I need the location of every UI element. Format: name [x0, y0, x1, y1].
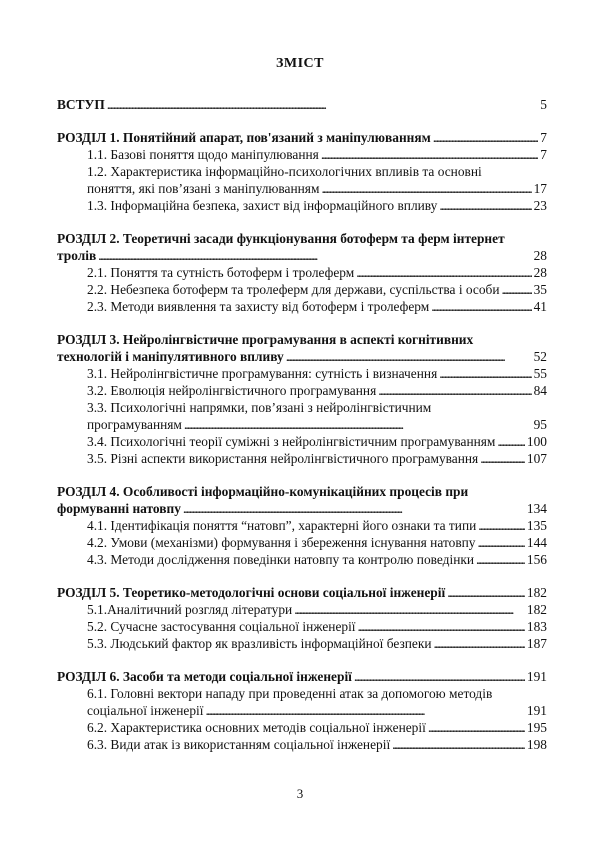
entry-page: 35	[533, 282, 547, 297]
entry-page: 182	[526, 602, 547, 617]
dot-leader	[480, 450, 525, 467]
entry-page: 156	[526, 552, 547, 567]
dot-leader	[98, 247, 531, 264]
dot-leader	[286, 348, 532, 365]
entry-page: 107	[526, 451, 547, 466]
entry-page: 100	[526, 434, 547, 449]
dot-leader	[184, 416, 532, 433]
toc-row[interactable]	[57, 365, 547, 382]
entry-title: 3.4. Психологічні теорії суміжні з нейролінгвістичним програмуванням	[87, 434, 496, 449]
toc-row[interactable]	[57, 500, 547, 517]
entry-title: 5.2. Сучасне застосування соціальної інженерії	[87, 619, 356, 634]
entry-title: 2.2. Небезпека ботоферм та тролеферм для держави, суспільства і особи	[87, 282, 500, 297]
entry-title: 4.3. Методи дослідження поведінки натовпу та контролю поведінки	[87, 552, 475, 567]
dot-leader	[478, 517, 525, 534]
entry-page: 23	[533, 198, 547, 213]
dot-leader	[392, 736, 525, 753]
dot-leader	[478, 534, 525, 551]
entry-page: 28	[533, 248, 547, 263]
entry-page: 182	[526, 585, 547, 600]
entry-page: 7	[540, 147, 547, 162]
dot-leader	[183, 500, 525, 517]
chapter-entry	[57, 129, 547, 214]
entry-page: 144	[526, 535, 547, 550]
entry-title-line: РОЗДІЛ 2. Теоретичні засади функціонування ботоферм та ферм інтернет	[57, 231, 505, 246]
toc-row[interactable]	[57, 719, 547, 736]
entry-page: 135	[526, 518, 547, 533]
entry-title-line: РОЗДІЛ 4. Особливості інформаційно-комунікаційних процесів при	[57, 484, 469, 499]
entry-page: 41	[533, 299, 547, 314]
dot-leader	[356, 264, 531, 281]
intro-entry	[57, 96, 547, 113]
entry-title: 5.3. Людський фактор як вразливість інформаційної безпеки	[87, 636, 432, 651]
toc-row[interactable]	[57, 348, 547, 365]
dot-leader	[431, 298, 531, 315]
dot-leader	[294, 601, 525, 618]
entry-page: 187	[526, 636, 547, 651]
entry-page: 52	[533, 349, 547, 364]
entry-page: 183	[526, 619, 547, 634]
toc-row[interactable]	[57, 129, 547, 146]
dot-leader	[497, 433, 524, 450]
dot-leader	[502, 281, 532, 298]
entry-title: 2.1. Поняття та сутність ботоферм і тролеферм	[87, 265, 355, 280]
toc-row[interactable]	[57, 247, 547, 264]
entry-title: 4.2. Умови (механізми) формування і збереження існування натовпу	[87, 535, 476, 550]
entry-page: 191	[526, 669, 547, 684]
page-title: ЗМІСТ	[276, 56, 324, 71]
dot-leader	[433, 129, 539, 146]
toc-row[interactable]	[57, 433, 547, 450]
toc-row[interactable]	[57, 618, 547, 635]
toc-row[interactable]	[57, 146, 547, 163]
dot-leader	[447, 584, 525, 601]
entry-title: соціальної інженерії	[87, 703, 204, 718]
entry-page: 7	[540, 130, 547, 145]
entry-title: 1.1. Базові поняття щодо маніпулювання	[87, 147, 319, 162]
toc-row[interactable]	[57, 298, 547, 315]
dot-leader	[205, 702, 524, 719]
entry-title: 3.1. Нейролінгвістичне програмування: сутність і визначення	[87, 366, 438, 381]
toc-row[interactable]	[57, 601, 547, 618]
entry-page: 17	[533, 181, 547, 196]
entry-title: програмуванням	[87, 417, 182, 432]
toc-row[interactable]	[57, 668, 547, 685]
entry-title: 3.2. Еволюція нейролінгвістичного програмування	[87, 383, 377, 398]
entry-title-line: РОЗДІЛ 3. Нейролінгвістичне програмування в аспекті когнітивних	[57, 332, 474, 347]
entry-title: ВСТУП	[57, 97, 105, 112]
entry-page: 84	[533, 383, 547, 398]
toc-row[interactable]	[57, 551, 547, 568]
entry-page: 195	[526, 720, 547, 735]
entry-page: 134	[526, 501, 547, 516]
toc-row[interactable]	[57, 584, 547, 601]
chapter-entry	[57, 668, 547, 753]
entry-page: 28	[533, 265, 547, 280]
entry-page: 198	[526, 737, 547, 752]
dot-leader	[439, 365, 531, 382]
entry-title-line: 6.1. Головні вектори нападу при проведенні атак за допомогою методів	[87, 686, 493, 701]
toc-row[interactable]	[57, 635, 547, 652]
toc-row[interactable]	[57, 264, 547, 281]
dot-leader	[476, 551, 525, 568]
dot-leader	[434, 635, 525, 652]
dot-leader	[378, 382, 531, 399]
entry-title: 3.5. Різні аспекти використання нейролінгвістичного програмування	[87, 451, 479, 466]
entry-title: тролів	[57, 248, 97, 263]
entry-title: поняття, які пов’язані з маніпулюванням	[87, 181, 320, 196]
dot-leader	[107, 96, 539, 113]
entry-page: 95	[533, 417, 547, 432]
toc-row[interactable]	[57, 281, 547, 298]
toc-row[interactable]	[57, 517, 547, 534]
entry-title: 1.3. Інформаційна безпека, захист від інформаційного впливу	[87, 198, 438, 213]
entry-title: технологій і маніпулятивного впливу	[57, 349, 284, 364]
toc-row[interactable]	[57, 702, 547, 719]
chapter-entry	[57, 584, 547, 652]
dot-leader	[321, 146, 538, 163]
table-of-contents	[57, 96, 547, 769]
entry-title-line: 1.2. Характеристика інформаційно-психологічних впливів та основні	[87, 164, 482, 179]
chapter-entry	[57, 331, 547, 467]
toc-row[interactable]	[57, 382, 547, 399]
toc-row[interactable]	[57, 96, 547, 113]
dot-leader	[439, 197, 531, 214]
entry-title: 6.2. Характеристика основних методів соціальної інженерії	[87, 720, 426, 735]
entry-page: 5	[540, 97, 547, 112]
dot-leader	[321, 180, 531, 197]
dot-leader	[358, 618, 525, 635]
entry-title: 6.3. Види атак із використанням соціальної інженерії	[87, 737, 391, 752]
entry-title: 4.1. Ідентифікація поняття “натовп”, характерні його ознаки та типи	[87, 518, 477, 533]
toc-row[interactable]	[57, 450, 547, 467]
entry-page: 191	[526, 703, 547, 718]
entry-title: РОЗДІЛ 6. Засоби та методи соціальної інженерії	[57, 669, 352, 684]
toc-row[interactable]	[57, 534, 547, 551]
dot-leader	[354, 668, 525, 685]
toc-row[interactable]	[57, 197, 547, 214]
entry-title: РОЗДІЛ 1. Понятійний апарат, пов'язаний з маніпулюванням	[57, 130, 431, 145]
chapter-entry	[57, 230, 547, 315]
entry-page: 55	[533, 366, 547, 381]
dot-leader	[428, 719, 525, 736]
toc-row[interactable]	[57, 416, 547, 433]
toc-row[interactable]	[57, 736, 547, 753]
page-number: 3	[296, 786, 304, 801]
entry-title-line: 3.3. Психологічні напрямки, пов’язані з нейролінгвістичним	[87, 400, 432, 415]
entry-title: формуванні натовпу	[57, 501, 181, 516]
chapter-entry	[57, 483, 547, 568]
entry-title: 5.1.Аналітичний розгляд літератури	[87, 602, 293, 617]
entry-title: РОЗДІЛ 5. Теоретико-методологічні основи соціальної інженерії	[57, 585, 446, 600]
entry-title: 2.3. Методи виявлення та захисту від ботоферм і тролеферм	[87, 299, 430, 314]
toc-row[interactable]	[57, 180, 547, 197]
